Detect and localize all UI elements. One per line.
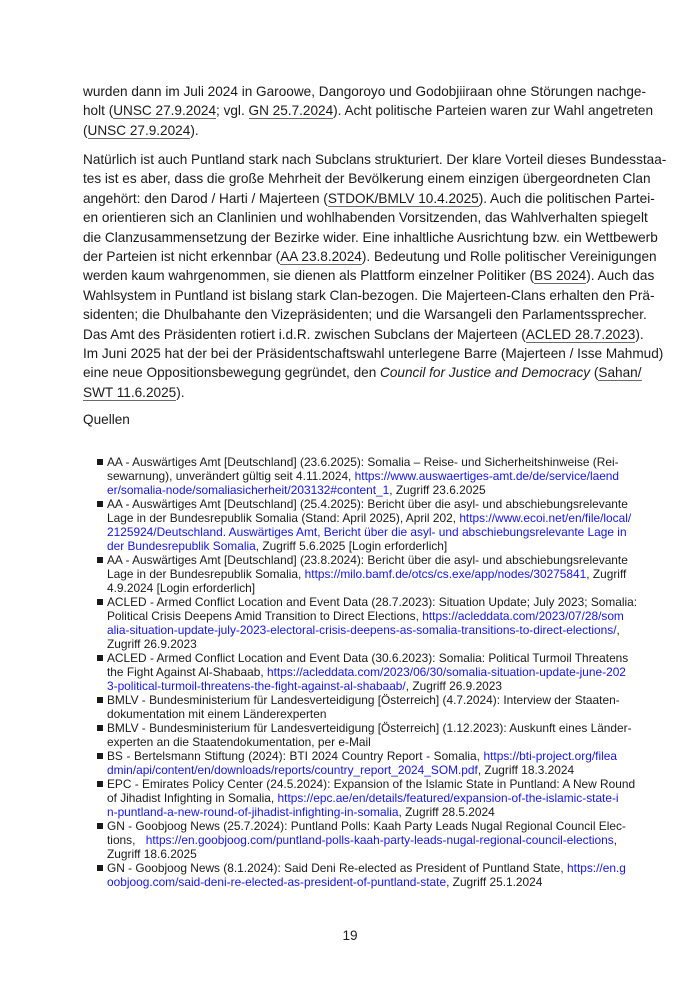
url-link[interactable]: https://www.auswaertiges-amt.de/de/service/laend: [354, 469, 620, 483]
text-segment: ). Auch das: [586, 268, 655, 284]
text-line: [107, 875, 617, 889]
text-segment: experten an die Staatendokumentation, per e-Mail: [107, 735, 371, 749]
reference-item: [107, 693, 620, 721]
text-segment: ACLED - Armed Conflict Location and Event Data (28.7.2023): Situation Update; July 2023; Somalia:: [107, 595, 638, 609]
text-line: [107, 497, 628, 511]
text-segment: sewarnung), unverändert gültig seit 4.11.2024,: [107, 469, 355, 483]
bullet-square-icon: [97, 697, 103, 703]
text-segment: EPC - Emirates Policy Center (24.5.2024): Expansion of the Islamic State in Puntland: A New Round: [107, 777, 636, 791]
url-link[interactable]: https://www.ecoi.net/en/file/local/: [459, 511, 632, 525]
citation-link[interactable]: UNSC 27.9.2024: [113, 103, 217, 119]
text-line: [83, 363, 642, 382]
text-segment: 4.9.2024 [Login erforderlich]: [107, 581, 256, 595]
url-link[interactable]: https://en.g: [567, 861, 626, 875]
text-segment: die Clanzusammensetzung der Bezirke wider. Eine inhaltliche Ausrichtung bzw. ein Wettbewerb: [83, 229, 658, 245]
italic-text: Council for Justice and Democracy: [380, 365, 591, 381]
citation-link[interactable]: UNSC 27.9.2024: [87, 122, 191, 138]
text-line: [107, 483, 617, 497]
text-segment: Zugriff 26.9.2023: [107, 637, 197, 651]
text-segment: angehört: den Darod / Harti / Majerteen (: [83, 190, 328, 206]
text-line: [107, 665, 626, 679]
text-line: [107, 819, 626, 833]
text-line: [83, 266, 655, 285]
text-line: [83, 189, 655, 208]
url-link[interactable]: https://en.goobjoog.com/puntland-polls-kaah-party-leads-nugal-regional-council-elections: [145, 833, 614, 847]
url-link[interactable]: https://milo.bamf.de/otcs/cs.exe/app/nodes/30275841: [304, 567, 587, 581]
url-link[interactable]: https://acleddata.com/2023/07/28/som: [422, 609, 624, 623]
reference-item: [107, 455, 620, 497]
text-line: [83, 82, 647, 101]
text-segment: , Zugriff 25.1.2024: [446, 875, 543, 889]
bullet-square-icon: [97, 725, 103, 731]
text-segment: dokumentation mit einem Länderexperten: [107, 707, 327, 721]
url-link[interactable]: https://bti-project.org/filea: [483, 749, 617, 763]
text-line: [107, 567, 627, 581]
text-segment: Lage in der Bundesrepublik Somalia (Stand: April 2025), April 202,: [107, 511, 460, 525]
text-segment: Lage in der Bundesrepublik Somalia,: [107, 567, 305, 581]
text-line: [107, 679, 617, 693]
url-link[interactable]: https://epc.ae/en/details/featured/expansion-of-the-islamic-state-i: [277, 791, 619, 805]
bullet-square-icon: [97, 823, 103, 829]
reference-item: [107, 861, 626, 889]
text-line: [107, 847, 617, 861]
text-segment: en orientieren sich an Clanlinien und wohlhabenden Vorsitzenden, das Wahlverhalten spiegelt: [83, 210, 648, 226]
text-line: [83, 228, 658, 247]
text-segment: ).: [190, 122, 199, 138]
reference-list: [107, 455, 638, 889]
text-line: [107, 651, 629, 665]
text-line: [107, 623, 620, 637]
citation-link[interactable]: BS 2024: [534, 268, 587, 284]
text-segment: GN - Goobjoog News (8.1.2024): Said Deni Re-elected as President of Puntland State,: [107, 861, 568, 875]
bullet-square-icon: [97, 501, 103, 507]
text-line: [83, 121, 617, 140]
url-link[interactable]: er/somalia-node/somaliasicherheit/203132#content_1: [107, 483, 390, 497]
text-line: [83, 286, 655, 305]
text-line: [83, 325, 644, 344]
text-segment: ; vgl.: [216, 103, 249, 119]
text-line: [107, 455, 617, 469]
reference-item: [107, 749, 617, 777]
text-line: [83, 383, 617, 402]
url-link[interactable]: oobjoog.com/said-deni-re-elected-as-president-of-puntland-state: [107, 875, 447, 889]
text-line: [107, 791, 617, 805]
text-segment: ). Acht politische Parteien waren zur Wahl angetreten: [333, 103, 654, 119]
text-segment: ,: [616, 623, 620, 637]
text-line: [107, 595, 638, 609]
reference-item: [107, 497, 632, 553]
text-line: [107, 735, 617, 749]
text-segment: AA - Auswärtiges Amt [Deutschland] (23.6.2025): Somalia – Reise- und Sicherheitshinweise (Rei-: [107, 455, 619, 469]
text-segment: AA - Auswärtiges Amt [Deutschland] (23.8.2024): Bericht über die asyl- und abschiebungsrelevante: [107, 553, 628, 567]
citation-link[interactable]: GN 25.7.2024: [248, 103, 334, 119]
bullet-square-icon: [97, 655, 103, 661]
text-line: [107, 749, 617, 763]
text-line: [107, 553, 628, 567]
text-line: [83, 208, 648, 227]
text-segment: , Zugriff 5.6.2025 [Login erforderlich]: [255, 539, 448, 553]
url-link[interactable]: 3-political-turmoil-threatens-the-fight-against-al-shabaab/: [107, 679, 406, 693]
text-line: [107, 861, 626, 875]
text-segment: (: [590, 365, 599, 381]
text-segment: BMLV - Bundesministerium für Landesverteidigung [Österreich] (1.12.2023): Auskunft eines Länder-: [107, 721, 632, 735]
text-line: [107, 637, 617, 651]
text-segment: , Zugriff 23.6.2025: [389, 483, 486, 497]
url-link[interactable]: alia-situation-update-july-2023-electoral-crisis-deepens-as-somalia-transitions-to-direct-elections/: [107, 623, 617, 637]
bullet-square-icon: [97, 459, 103, 465]
text-segment: , Zugriff 28.5.2024: [398, 805, 495, 819]
citation-link[interactable]: Sahan/: [598, 365, 642, 381]
paragraph-election: [83, 82, 654, 140]
text-line: [107, 539, 617, 553]
text-segment: eine neue Oppositionsbewegung gegründet, den: [83, 365, 381, 381]
text-segment: tions,: [107, 833, 146, 847]
text-line: [107, 833, 617, 847]
url-link[interactable]: 2125924/Deutschland. Auswärtiges Amt, Bericht über die asyl- und abschiebungsrelevante Lage in: [107, 525, 627, 539]
text-segment: , Zugriff 26.9.2023: [405, 679, 503, 693]
text-segment: Political Crisis Deepens Amid Transition to Direct Elections,: [107, 609, 423, 623]
text-line: [107, 469, 620, 483]
reference-item: [107, 777, 636, 819]
citation-link[interactable]: ACLED 28.7.2023: [525, 326, 636, 342]
text-line: [107, 581, 617, 595]
text-line: [83, 101, 654, 120]
url-link[interactable]: https://acleddata.com/2023/06/30/somalia-situation-update-june-202: [266, 665, 626, 679]
url-link[interactable]: n-puntland-a-new-round-of-jihadist-infighting-in-somalia: [107, 805, 399, 819]
bullet-square-icon: [97, 599, 103, 605]
paragraph-clan-structure: [83, 150, 667, 402]
text-line: [83, 247, 657, 266]
text-segment: Wahlsystem in Puntland ist bislang stark Clan-bezogen. Die Majerteen-Clans erhalten den Prä-: [83, 287, 655, 303]
text-segment: Natürlich ist auch Puntland stark nach Subclans strukturiert. Der klare Vorteil dieses Bundesstaa-: [83, 152, 667, 167]
bullet-square-icon: [97, 865, 103, 871]
reference-item: [107, 553, 628, 595]
page-number: 19: [342, 928, 358, 943]
text-line: [107, 721, 632, 735]
text-line: [107, 511, 632, 525]
text-line: [83, 305, 647, 324]
reference-item: [107, 819, 626, 861]
text-line: [107, 805, 617, 819]
text-segment: werden kaum wahrgenommen, sie dienen als Plattform einzelner Politiker (: [83, 268, 535, 284]
text-line: [83, 169, 651, 188]
reference-item: [107, 595, 638, 651]
text-line: [107, 763, 617, 777]
text-line: [83, 150, 667, 169]
reference-item: [107, 651, 629, 693]
bullet-square-icon: [97, 781, 103, 787]
text-segment: sidenten; die Dhulbahante den Vizepräsidenten; und die Warsangeli den Parlamentssprecher.: [83, 307, 647, 323]
text-segment: Im Juni 2025 hat der bei der Präsidentschaftswahl unterlegene Barre (Majerteen / Isse Mahmud): [83, 345, 664, 361]
text-segment: Zugriff 18.6.2025: [107, 847, 197, 861]
text-line: [107, 777, 636, 791]
text-segment: tes ist es aber, dass die große Mehrheit der Bevölkerung einem einzigen übergeordneten Clan: [83, 171, 651, 187]
text-line: [107, 609, 624, 623]
citation-link[interactable]: STDOK/BMLV 10.4.2025: [327, 190, 479, 206]
text-segment: der Parteien ist nicht erkennbar (: [83, 248, 281, 264]
text-segment: ,: [613, 833, 617, 847]
sources-heading: Quellen: [83, 412, 130, 427]
text-segment: ACLED - Armed Conflict Location and Event Data (30.6.2023): Somalia: Political Turmoil Threatens: [107, 651, 629, 665]
text-segment: ). Bedeutung und Rolle politischer Vereinigungen: [361, 248, 657, 264]
text-line: [107, 525, 627, 539]
text-segment: the Fight Against Al-Shabaab,: [107, 665, 267, 679]
text-segment: BS - Bertelsmann Stiftung (2024): BTI 2024 Country Report - Somalia,: [107, 749, 484, 763]
text-segment: wurden dann im Juli 2024 in Garoowe, Dangoroyo und Godobjiiraan ohne Störungen nachge-: [83, 84, 647, 99]
text-segment: Das Amt des Präsidenten rotiert i.d.R. zwischen Subclans der Majerteen (: [83, 326, 526, 342]
text-segment: , Zugriff: [586, 567, 627, 581]
url-link[interactable]: der Bundesrepublik Somalia: [107, 539, 256, 553]
reference-item: [107, 721, 632, 749]
text-segment: of Jihadist Infighting in Somalia,: [107, 791, 278, 805]
text-segment: (: [83, 122, 88, 138]
text-line: [83, 344, 664, 363]
text-segment: ).: [176, 384, 185, 400]
citation-link[interactable]: AA 23.8.2024: [280, 248, 362, 264]
text-segment: , Zugriff 18.3.2024: [477, 763, 575, 777]
text-segment: GN - Goobjoog News (25.7.2024): Puntland Polls: Kaah Party Leads Nugal Regional Council Elec-: [107, 819, 626, 833]
bullet-square-icon: [97, 753, 103, 759]
bullet-square-icon: [97, 557, 103, 563]
text-segment: BMLV - Bundesministerium für Landesverteidigung [Österreich] (4.7.2024): Interview der Staaten-: [107, 693, 620, 707]
text-line: [107, 693, 620, 707]
text-segment: ).: [635, 326, 644, 342]
citation-link[interactable]: SWT 11.6.2025: [83, 384, 177, 400]
text-segment: AA - Auswärtiges Amt [Deutschland] (25.4.2025): Bericht über die asyl- und abschiebungsrelevante: [107, 497, 628, 511]
url-link[interactable]: dmin/api/content/en/downloads/reports/country_report_2024_SOM.pdf: [107, 763, 478, 777]
text-segment: ). Auch die politischen Partei-: [478, 190, 655, 206]
text-line: [107, 707, 617, 721]
text-segment: holt (: [83, 103, 114, 119]
